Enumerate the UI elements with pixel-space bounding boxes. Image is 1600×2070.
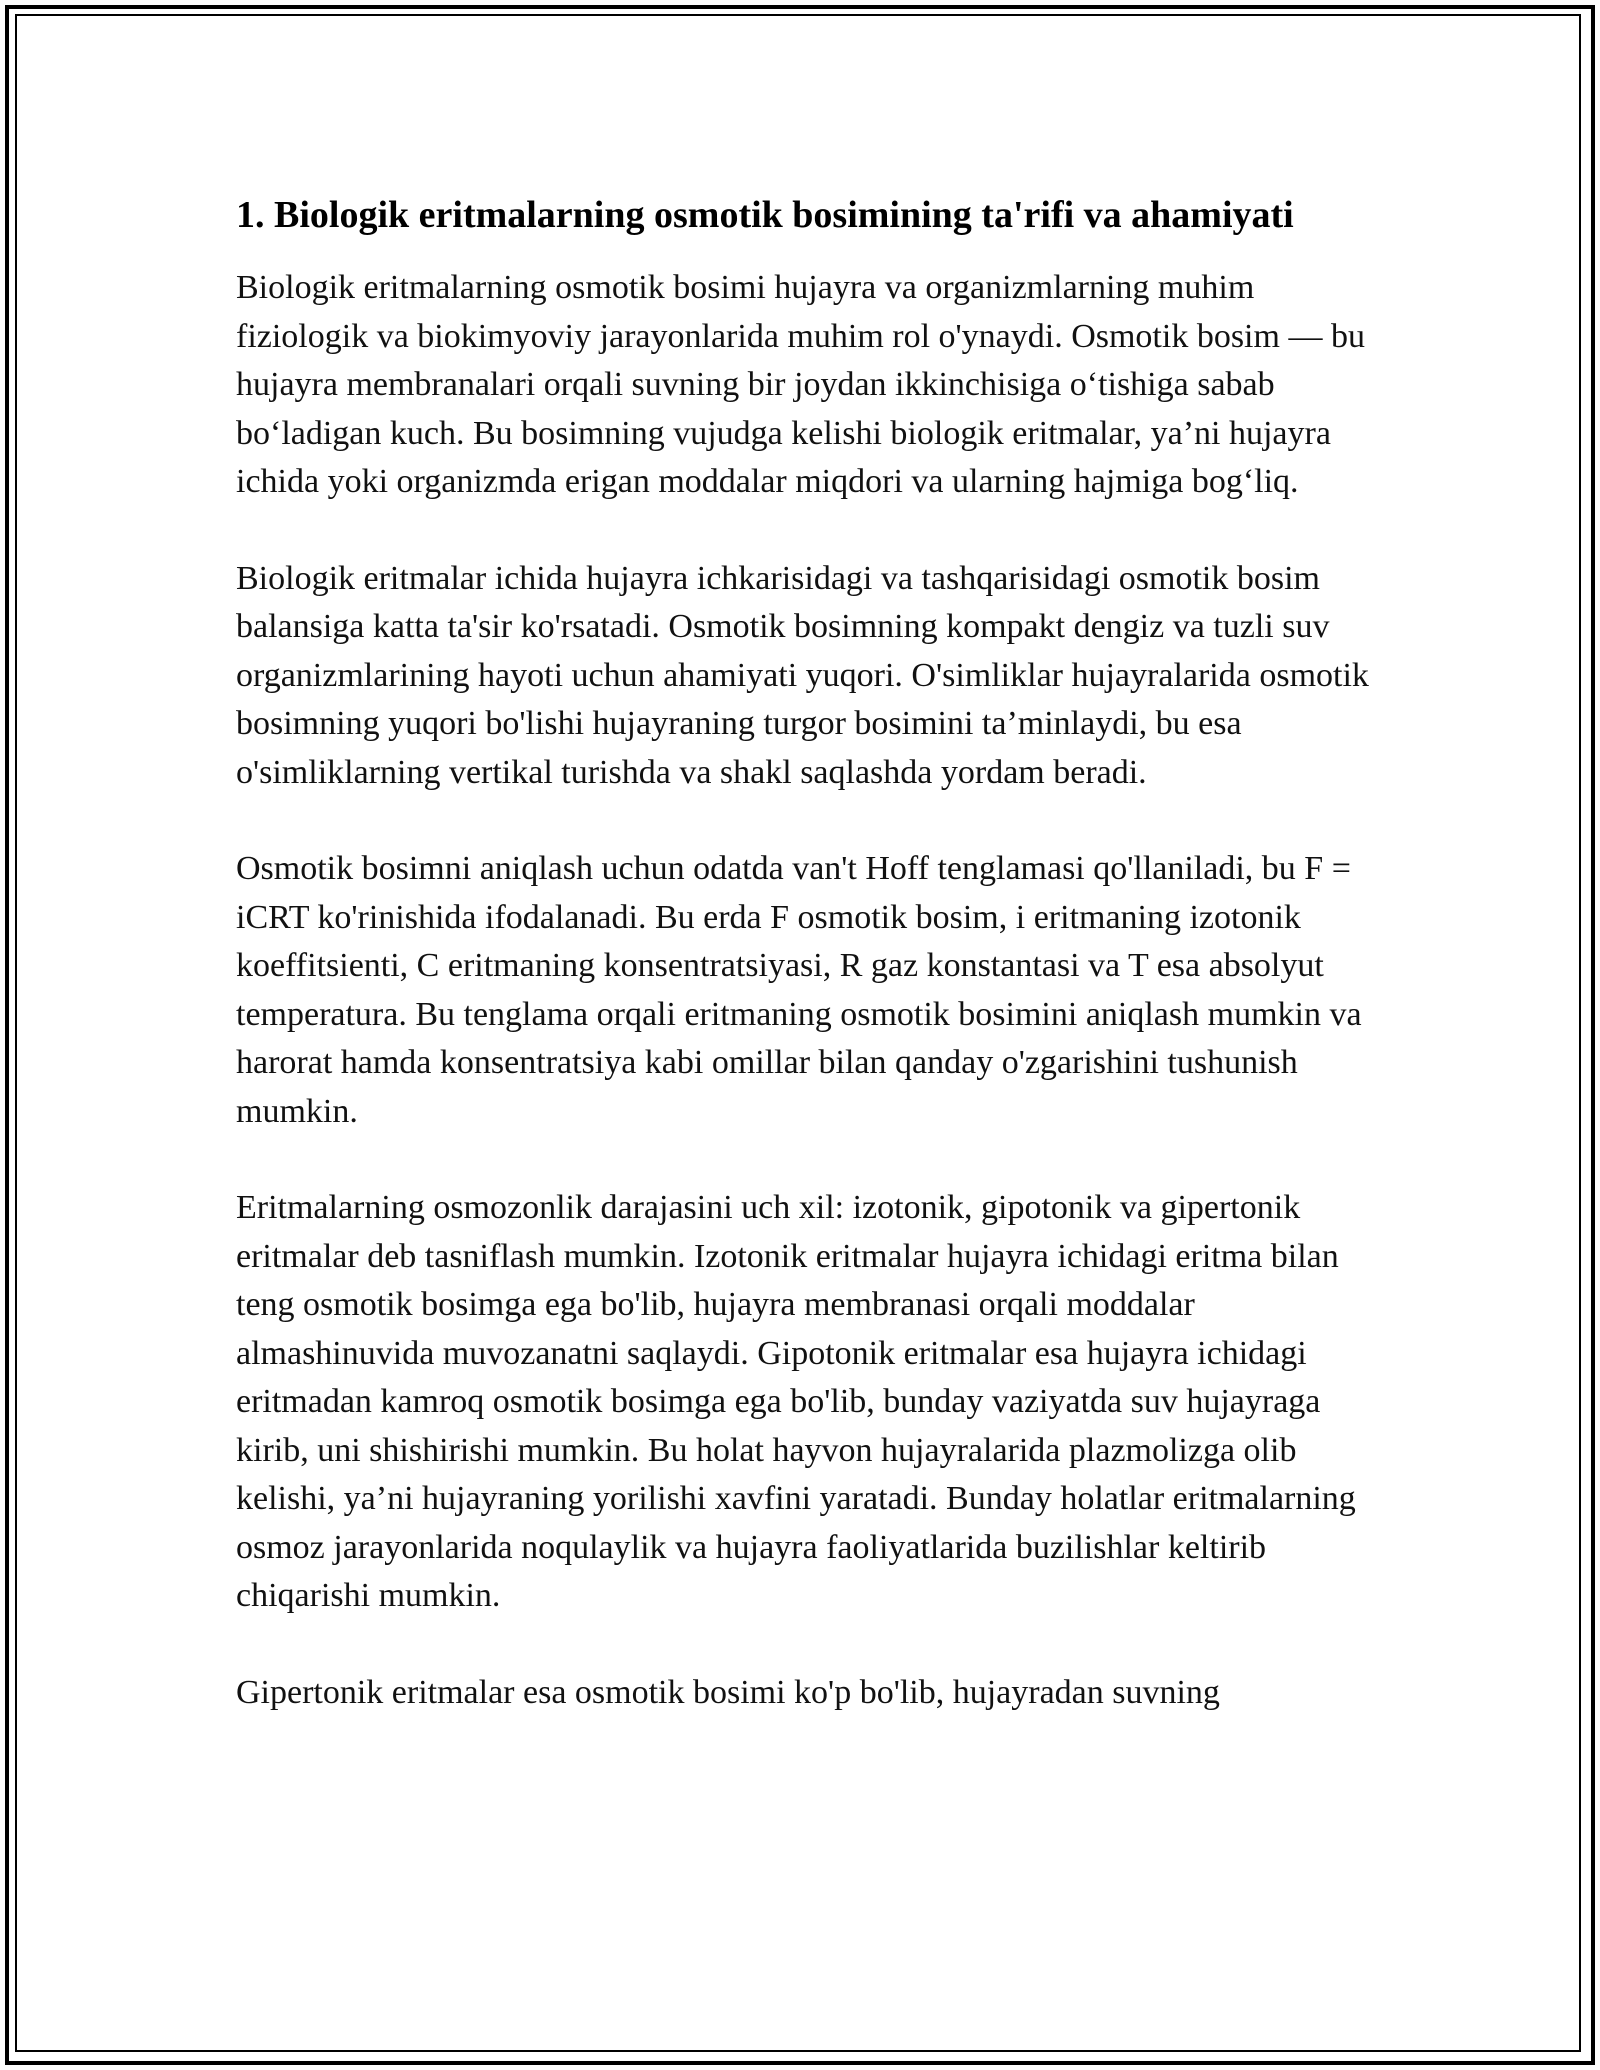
paragraph-vant-hoff: Osmotik bosimni aniqlash uchun odatda van't Hoff tenglamasi qo'llaniladi, bu F = iCRT ko'rinishida ifodalanadi. Bu erda F osmotik bosim, i eritmaning izotonik koeffitsienti, C eritmaning konsentratsiyasi, R gaz konstantasi va T esa absolyut temperatura. Bu tenglama orqali eritmaning osmotik bosimini aniqlash mumkin va harorat hamda konsentratsiya kabi omillar bilan qanday o'zgarishini tushunish mumkin.	[236, 850, 1362, 1130]
paragraph-definition: Biologik eritmalarning osmotik bosimi hujayra va organizmlarning muhim fiziologik va biokimyoviy jarayonlarida muhim rol o'ynaydi. Osmotik bosim — bu hujayra membranalari orqali suvning bir joydan ikkinchisiga o‘tishiga sabab bo‘ladigan kuch. Bu bosimning vujudga kelishi biologik eritmalar, ya’ni hujayra ichida yoki organizmda erigan moddalar miqdori va ularning hajmiga bog‘liq.	[236, 269, 1365, 500]
paragraph-hypertonic: Gipertonik eritmalar esa osmotik bosimi ko'p bo'lib, hujayradan suvning	[236, 1673, 1220, 1711]
paragraph-balance: Biologik eritmalar ichida hujayra ichkarisidagi va tashqarisidagi osmotik bosim balansiga katta ta'sir ko'rsatadi. Osmotik bosimning kompakt dengiz va tuzli suv organizmlarining hayoti uchun ahamiyati yuqori. O'simliklar hujayralarida osmotik bosimning yuqori bo'lishi hujayraning turgor bosimini ta’minlaydi, bu esa o'simliklarning vertikal turishda va shakl saqlashda yordam beradi.	[236, 559, 1369, 791]
section-heading: 1. Biologik eritmalarning osmotik bosimining ta'rifi va ahamiyati	[236, 194, 1294, 236]
paragraph-classification: Eritmalarning osmozonlik darajasini uch xil: izotonik, gipotonik va gipertonik eritmalar deb tasniflash mumkin. Izotonik eritmalar hujayra ichidagi eritma bilan teng osmotik bosimga ega bo'lib, hujayra membranasi orqali moddalar almashinuvida muvozanatni saqlaydi. Gipotonik eritmalar esa hujayra ichidagi eritmadan kamroq osmotik bosimga ega bo'lib, bunday vaziyatda suv hujayraga kirib, uni shishirishi mumkin. Bu holat hayvon hujayralarida plazmolizga olib kelishi, ya’ni hujayraning yorilishi xavfini yaratadi. Bunday holatlar eritmalarning osmoz jarayonlarida noqulaylik va hujayra faoliyatlarida buzilishlar keltirib chiqarishi mumkin.	[236, 1189, 1356, 1614]
document-body	[236, 188, 1371, 1765]
